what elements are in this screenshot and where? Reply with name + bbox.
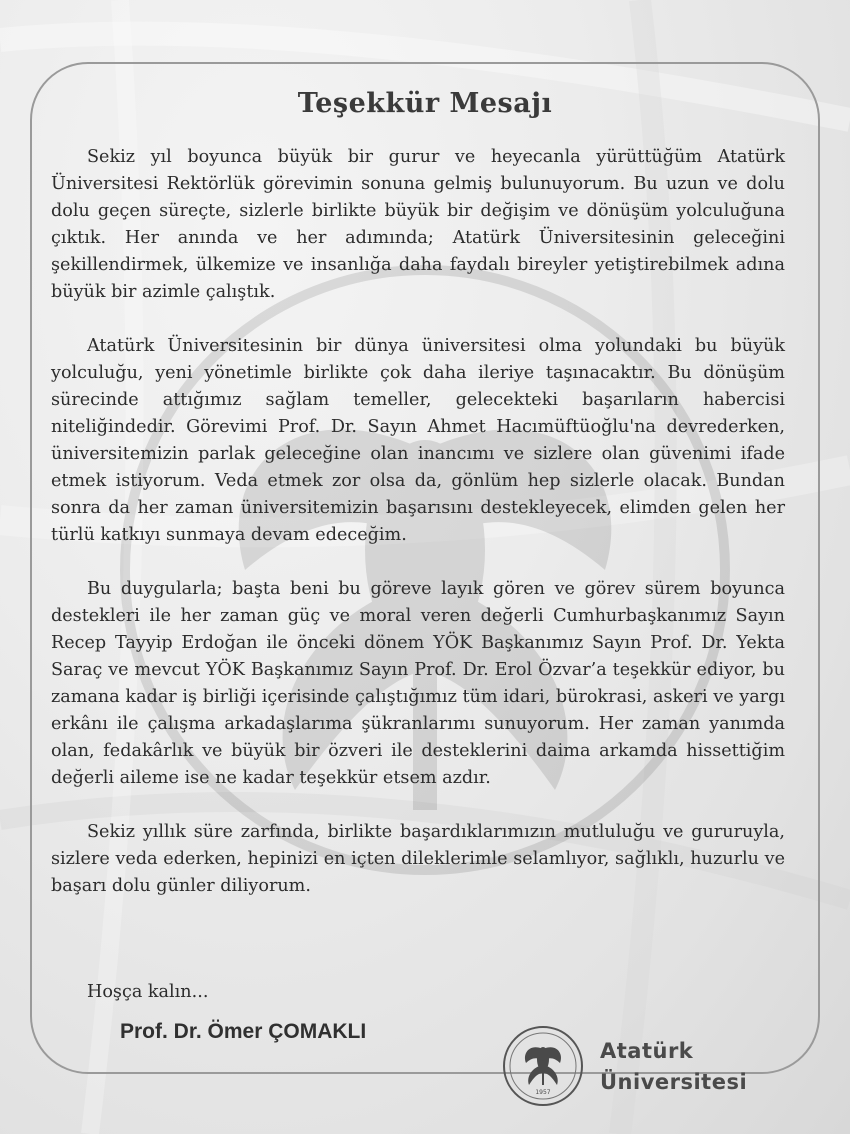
seal-year: 1957	[535, 1089, 551, 1096]
page-title: Teşekkür Mesajı	[297, 88, 553, 119]
letter-body	[51, 144, 785, 927]
closing-line: Hoşça kalın...	[87, 982, 209, 1002]
wordmark-line-2: Üniversitesi	[600, 1070, 748, 1094]
paragraph: Atatürk Üniversitesinin bir dünya üniversitesi olma yolundaki bu büyük yolculuğu, yeni yönetimle birlikte çok daha ileriye taşınacaktır. Bu dönüşüm sürecinde attığımız sağlam temeller, gelecekteki başarıların habercisi niteliğindedir. Görevimi Prof. Dr. Sayın Ahmet Hacımüftüoğlu'na devrederken, üniversitemizin parlak geleceğine olan inancımı ve sizlere olan güvenimi ifade etmek istiyorum. Veda etmek zor olsa da, gönlüm hep sizlerle olacak. Bundan sonra da her zaman üniversitemizin başarısını destekleyecek, elimden gelen her türlü katkıyı sunmaya devam edeceğim.	[51, 336, 785, 545]
signature-name: Prof. Dr. Ömer ÇOMAKLI	[120, 1020, 367, 1043]
paragraph: Sekiz yıl boyunca büyük bir gurur ve heyecanla yürüttüğüm Atatürk Üniversitesi Rektörlük görevimin sonuna gelmiş bulunuyorum. Bu uzun ve dolu dolu geçen süreçte, sizlerle birlikte büyük bir değişim ve dönüşüm yolculuğuna çıktık. Her anında ve her adımında; Atatürk Üniversitesinin geleceğini şekillendirmek, ülkemize ve insanlığa daha faydalı bireyler yetiştirebilmek adına büyük bir azimle çalıştık.	[51, 147, 785, 302]
university-wordmark	[600, 1036, 747, 1098]
paragraph: Sekiz yıllık süre zarfında, birlikte başardıklarımızın mutluluğu ve gururuyla, sizlere veda ederken, hepinizi en içten dileklerimle selamlıyor, sağlıklı, huzurlu ve başarı dolu günler diliyorum.	[51, 822, 785, 896]
paragraph: Bu duygularla; başta beni bu göreve layık gören ve görev sürem boyunca destekleri ile her zaman güç ve moral veren değerli Cumhurbaşkanımız Sayın Recep Tayyip Erdoğan ile önceki dönem YÖK Başkanımız Sayın Prof. Dr. Yekta Saraç ve mevcut YÖK Başkanımız Sayın Prof. Dr. Erol Özvar’a teşekkür ediyor, bu zamana kadar iş birliği içerisinde çalıştığımız tüm idari, bürokrasi, askeri ve yargı erkânı ile çalışma arkadaşlarıma şükranlarımı sunuyorum. Her zaman yanımda olan, fedakârlık ve büyük bir özveri ile desteklerini daima arkamda hissettiğim değerli aileme ise ne kadar teşekkür etsem azdır.	[51, 579, 785, 788]
university-seal-icon	[502, 1025, 584, 1107]
wordmark-line-1: Atatürk	[600, 1039, 694, 1063]
